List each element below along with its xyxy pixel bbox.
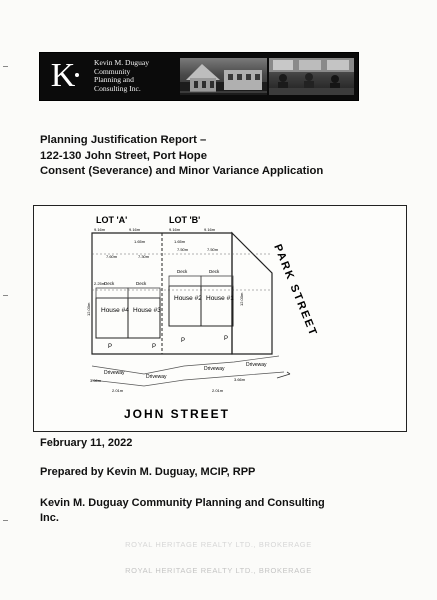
parking-label: P	[108, 344, 113, 350]
dimension-label: 7.50m	[177, 247, 189, 252]
deck-label: Deck	[177, 269, 188, 274]
banner-photo-building	[180, 58, 267, 95]
title-line: Planning Justification Report –	[40, 134, 207, 146]
prepared-by: Prepared by Kevin M. Duguay, MCIP, RPP	[40, 466, 256, 478]
parking-label: P	[181, 338, 186, 344]
title-line: Consent (Severance) and Minor Variance Application	[40, 165, 324, 177]
house-2-label: House #2	[174, 295, 202, 302]
deck-label: Deck	[209, 269, 220, 274]
watermark-text: ROYAL HERITAGE REALTY LTD., BROKERAGE	[125, 566, 312, 575]
driveway-label: Driveway	[204, 366, 225, 372]
dimension-label: 12.00m	[86, 302, 91, 316]
parking-label: P	[152, 344, 157, 350]
dimension-label: 3.66m	[90, 378, 102, 383]
parking-label: P	[224, 336, 229, 342]
dimension-label: 1.65m	[134, 239, 146, 244]
dimension-label: 9.16m	[129, 227, 141, 232]
banner-photo-meeting	[269, 58, 354, 95]
firm-name: Kevin M. Duguay Community Planning and Consulting Inc.	[40, 497, 325, 524]
dimension-label: 9.16m	[94, 227, 106, 232]
scan-margin-mark	[3, 520, 8, 521]
dimension-label: 2.01m	[112, 388, 124, 393]
lot-a-label: LOT 'A'	[96, 215, 128, 225]
house-1-footprint	[201, 286, 233, 326]
house-3-label: House #3	[133, 307, 161, 314]
deck-label: Deck	[136, 281, 147, 286]
company-banner	[39, 52, 359, 101]
dimension-label: 2.25m	[94, 281, 106, 286]
company-name-line: Kevin M. Duguay	[94, 58, 150, 67]
park-street-label: PARK STREET	[271, 242, 320, 339]
dimension-label: 7.60m	[106, 254, 118, 259]
dimension-label: 1.65m	[174, 239, 186, 244]
title-line: 122-130 John Street, Port Hope	[40, 149, 207, 162]
scan-margin-mark	[3, 295, 8, 296]
dimension-label: 2.01m	[212, 388, 224, 393]
dimension-label: 7.30m	[138, 254, 150, 259]
logo-dot	[75, 73, 79, 77]
logo-letter: K	[50, 57, 76, 94]
driveway-label: Driveway	[104, 370, 125, 376]
dimension-label: 9.16m	[204, 227, 216, 232]
report-date: February 11, 2022	[40, 437, 133, 449]
house-1-label: House #1	[206, 295, 234, 302]
company-name-line: Planning and	[94, 75, 134, 85]
dimension-label: 3.66m	[234, 377, 246, 382]
corner-outline	[232, 233, 272, 354]
lot-b-label: LOT 'B'	[169, 215, 201, 225]
dimension-label: 12.00m	[239, 292, 244, 306]
house-3-footprint	[128, 298, 160, 338]
company-name	[94, 59, 174, 93]
dimension-label: 7.50m	[207, 247, 219, 252]
site-plan-drawing	[33, 205, 407, 432]
john-street-label: JOHN STREET	[124, 407, 231, 421]
scan-margin-mark	[3, 66, 8, 67]
house-2-footprint	[169, 286, 201, 326]
deck-label: Deck	[104, 281, 115, 286]
watermark-text: ROYAL HERITAGE REALTY LTD., BROKERAGE	[125, 540, 312, 549]
driveway-label: Driveway	[246, 362, 267, 368]
house-4-label: House #4	[101, 307, 129, 314]
company-name-line: Community	[94, 66, 131, 76]
driveway-label: Driveway	[146, 374, 167, 380]
company-name-line: Consulting Inc.	[94, 83, 141, 93]
report-title	[40, 133, 420, 180]
company-logo	[45, 57, 81, 95]
dimension-label: 9.16m	[169, 227, 181, 232]
house-4-footprint	[96, 298, 128, 338]
